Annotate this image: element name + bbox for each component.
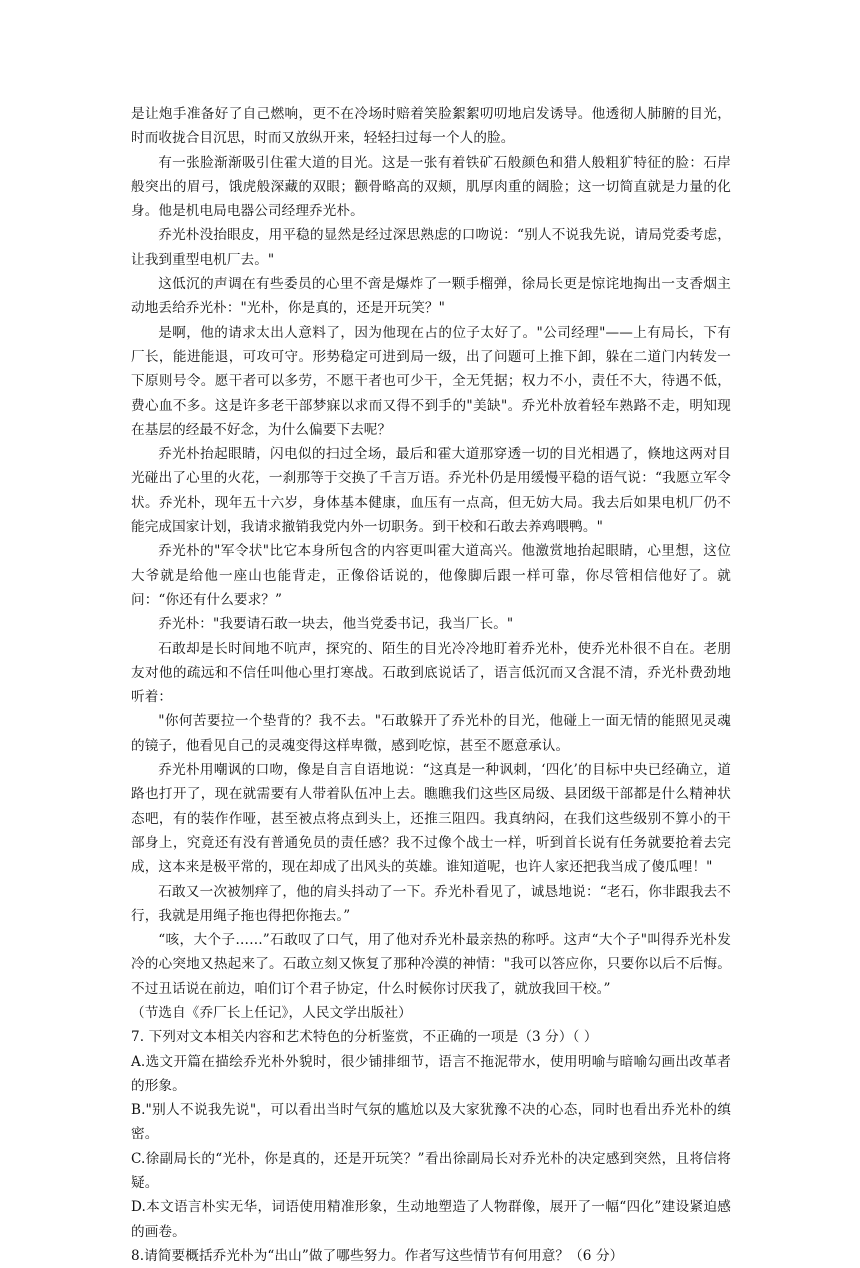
source-citation: （节选自《乔厂长上任记》，人民文学出版社）	[131, 1004, 412, 1021]
story-paragraph: 有一张脸渐渐吸引住霍大道的目光。这是一张有着铁矿石般颜色和猎人般粗犷特征的脸：石岸般突出的眉弓，饿虎般深藏的双眼；颧骨略高的双颊，肌厚肉重的阔脸；这一切简直就是力量的化身。他是机电局电器公司经理乔光朴。	[131, 154, 731, 220]
question-list	[131, 1025, 731, 1268]
story-paragraph: 石敢却是长时间地不吭声，探究的、陌生的目光冷冷地盯着乔光朴，使乔光朴很不自在。老朋友对他的疏远和不信任叫他心里打寒战。石敢到底说话了，语言低沉而又含混不清，乔光朴费劲地听着：	[131, 640, 731, 706]
story-paragraph: "你何苦要拉一个垫背的？我不去。"石敢躲开了乔光朴的目光，他碰上一面无情的能照见灵魂的镜子，他看见自己的灵魂变得这样卑微，感到吃惊，甚至不愿意承认。	[131, 713, 731, 754]
story-paragraph: “咳，大个子……”石敢叹了口气，用了他对乔光朴最亲热的称呼。这声“大个子"叫得乔光朴发冷的心突地又热起来了。石敢立刻又恢复了那种冷漠的神情："我可以答应你，只要你以后不后悔。不过丑话说在前边，咱们订个君子协定，什么时候你讨厌我了，就放我回干校。”	[131, 932, 731, 997]
story-paragraph: 乔光朴没抬眼皮，用平稳的显然是经过深思熟虑的口吻说：“别人不说我先说，请局党委考虑，让我到重型电机厂去。"	[131, 227, 731, 268]
question-8: 8.请简要概括乔光朴为“出山”做了哪些努力。作者写这些情节有何用意？（6 分）	[131, 1247, 624, 1264]
story-paragraph: 乔光朴："我要请石敢一块去，他当党委书记，我当厂长。"	[158, 616, 514, 633]
story-text	[131, 102, 731, 1001]
story-paragraph: 是啊，他的请求太出人意料了，因为他现在占的位子太好了。"公司经理"——上有局长，下有厂长，能进能退，可攻可守。形势稳定可进到局一级，出了问题可上推下卸，躲在二道门内转发一下原则号令。愿干者可以多劳，不愿干者也可少干，全无凭据；权力不小，责任不大，待遇不低，费心血不多。这是许多老干部梦寐以求而又得不到手的"美缺"。乔光朴放着轻车熟路不走，明知现在基层的经最不好念，为什么偏要下去呢？	[131, 324, 731, 438]
story-paragraph: 是让炮手准备好了自己燃响，更不在冷场时赔着笑脸絮絮叨叨地启发诱导。他透彻人肺腑的目光，时而收拢合目沉思，时而又放纵开来，轻轻扫过每一个人的脸。	[131, 106, 731, 147]
question-option: B."别人不说我先说"，可以看出当时气氛的尴尬以及大家犹豫不决的心态，同时也看出乔光朴的缜密。	[131, 1102, 731, 1143]
question-option: D.本文语言朴实无华，词语使用精准形象，生动地塑造了人物群像，展开了一幅“四化”建设紧迫感的画卷。	[131, 1199, 731, 1240]
story-paragraph: 这低沉的声调在有些委员的心里不啻是爆炸了一颗手榴弹，徐局长更是惊诧地掏出一支香烟主动地丢给乔光朴："光朴，你是真的，还是开玩笑？"	[131, 276, 731, 317]
story-paragraph: 乔光朴抬起眼睛，闪电似的扫过全场，最后和霍大道那穿透一切的目光相遇了，倏地这两对目光碰出了心里的火花，一刹那等于交换了千言万语。乔光朴仍是用缓慢平稳的语气说：“我愿立军令状。乔光朴，现年五十六岁，身体基本健康，血压有一点高，但无妨大局。我去后如果电机厂仍不能完成国家计划，我请求撤销我党内外一切职务。到干校和石敢去养鸡喂鸭。"	[131, 446, 731, 536]
story-paragraph: 乔光朴的"军令状"比它本身所包含的内容更叫霍大道高兴。他激赏地抬起眼睛，心里想，这位大爷就是给他一座山也能背走，正像俗话说的，他像脚后跟一样可靠，你尽管相信他好了。就问：“你还有什么要求？”	[131, 543, 731, 608]
story-paragraph: 乔光朴用嘲讽的口吻，像是自言自语地说：“这真是一种讽刺，‘四化’的目标中央已经确立，道路也打开了，现在就需要有人带着队伍冲上去。瞧瞧我们这些区局级、县团级干部都是什么精神状态吧，有的装作作哑，甚至被点将点到头上，还推三阻四。我真纳闷，在我们这些级别不算小的干部身上，究竟还有没有普通免员的责任感？我不过像个战士一样，听到首长说有任务就要抢着去完成，这本来是极平常的，现在却成了出风头的英雄。谁知道呢，也许人家还把我当成了傻瓜哩！"	[131, 762, 731, 876]
question-7: 7. 下列对文本相关内容和艺术特色的分析鉴赏，不正确的一项是（3 分）（ ）	[131, 1029, 598, 1046]
story-paragraph: 石敢又一次被刎痒了，他的肩头抖动了一下。乔光朴看见了，诚恳地说：“老石，你非跟我去不行，我就是用绳子拖也得把你拖去。”	[131, 883, 731, 924]
document-page	[131, 102, 731, 1268]
question-option: C.徐副局长的“光朴，你是真的，还是开玩笑？”看出徐副局长对乔光朴的决定感到突然，且将信将疑。	[131, 1150, 731, 1192]
question-option: A.选文开篇在描绘乔光朴外貌时，很少铺排细节，语言不拖泥带水，使用明喻与暗喻勾画出改革者的形象。	[131, 1053, 731, 1094]
